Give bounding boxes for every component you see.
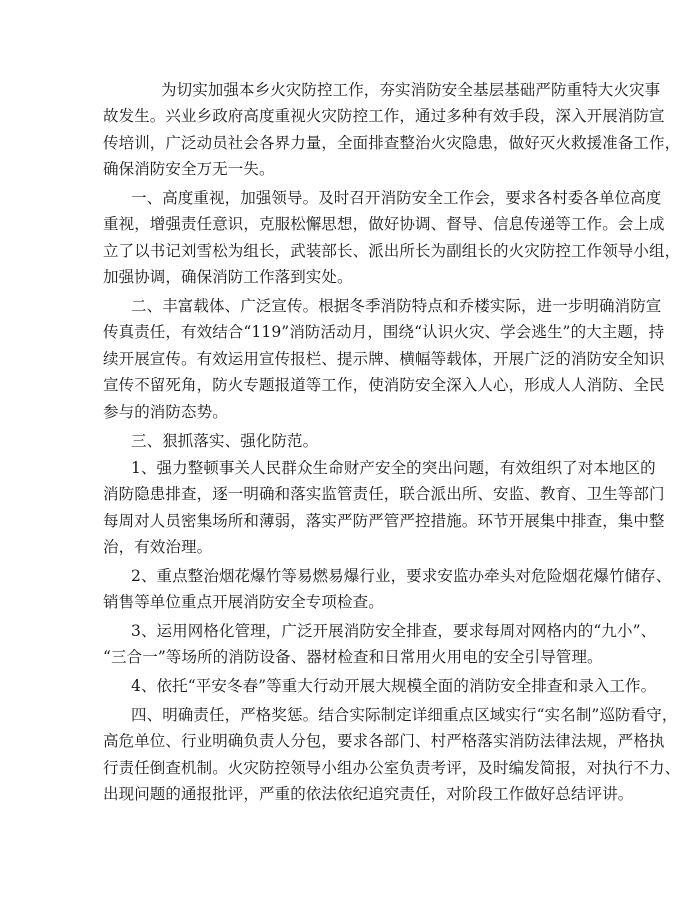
section-heading-line: 三、狠抓落实、强化防范。 [131, 432, 319, 450]
text-line: 立了以书记刘雪松为组长，武装部长、派出所长为副组长的火灾防控工作领导小组， [103, 242, 681, 260]
text-line: 行责任倒查机制。火灾防控领导小组办公室负责考评，及时编发简报，对执行不力、 [103, 759, 681, 777]
text-line: 重视，增强责任意识，克服松懈思想，做好协调、督导、信息传递等工作。会上成 [103, 215, 665, 233]
text-line: 传真责任，有效结合“119”消防活动月，围绕“认识火灾、学会逃生”的大主题，持 [103, 323, 665, 341]
section-heading-line: 一、高度重视，加强领导。及时召开消防安全工作会，要求各村委各单位高度 [131, 189, 662, 207]
list-item-line: 1、强力整顿事关人民群众生命财产安全的突出问题，有效组织了对本地区的 [131, 459, 656, 477]
text-line: 每周对人员密集场所和薄弱，落实严防严管严控措施。环节开展集中排查，集中整 [103, 512, 665, 530]
text-line: 传培训，广泛动员社会各界力量，全面排查整治火灾隐患，做好灭火救援准备工作， [103, 134, 681, 152]
text-line: 高危单位、行业明确负责人分包，要求各部门、村严格落实消防法律法规，严格执 [103, 732, 665, 750]
list-item-line: 3、运用网格化管理，广泛开展消防安全排查，要求每周对网格内的“九小”、 [131, 622, 657, 640]
text-line: 出现问题的通报批评，严重的依法依纪追究责任，对阶段工作做好总结评讲。 [103, 785, 634, 803]
text-line: 为切实加强本乡火灾防控工作，夯实消防安全基层基础严防重特大火灾事 [161, 81, 661, 99]
text-line: 确保消防安全万无一失。 [103, 160, 275, 178]
text-line: 治，有效治理。 [103, 538, 213, 556]
text-line: 消防隐患排查，逐一明确和落实监管责任，联合派出所、安监、教育、卫生等部门 [103, 485, 665, 503]
text-line: 销售等单位重点开展消防安全专项检查。 [103, 593, 384, 611]
text-line: 续开展宣传。有效运用宣传报栏、提示牌、横幅等载体，开展广泛的消防安全知识 [103, 350, 665, 368]
text-line: 加强协调，确保消防工作落到实处。 [103, 268, 353, 286]
list-item-line: 4、依托“平安冬春”等重大行动开展大规模全面的消防安全排查和录入工作。 [131, 677, 657, 695]
section-heading-line: 四、明确责任，严格奖惩。结合实际制定详细重点区域实行“实名制”巡防看守， [131, 706, 678, 724]
text-line: 故发生。兴业乡政府高度重视火灾防控工作，通过多种有效手段，深入开展消防宣 [103, 107, 665, 125]
text-line: 宣传不留死角，防火专题报道等工作，使消防安全深入人心，形成人人消防、全民 [103, 376, 665, 394]
section-heading-line: 二、丰富载体、广泛宣传。根据冬季消防特点和乔楼实际，进一步明确消防宣 [131, 297, 662, 315]
list-item-line: 2、重点整治烟花爆竹等易燃易爆行业，要求安监办牵头对危险烟花爆竹储存、 [131, 567, 672, 585]
text-line: “三合一”等场所的消防设备、器材检查和日常用火用电的安全引导管理。 [103, 648, 603, 666]
text-line: 参与的消防态势。 [103, 403, 228, 421]
